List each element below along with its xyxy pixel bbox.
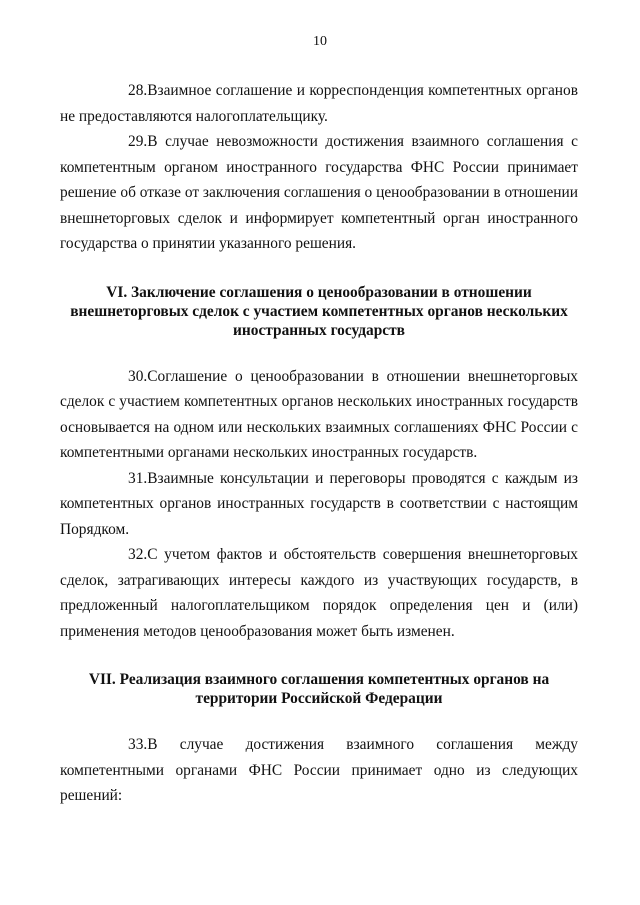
section-heading-vii xyxy=(60,670,578,708)
paragraph-text: В случае невозможности достижения взаимного соглашения с компетентным органом иностранного государства ФНС России принимает решение об отказе от заключения соглашения о ценообразовании в отношении внешнеторговых сделок и информирует компетентный орган иностранного государства о принятии указанного решения. xyxy=(60,133,578,252)
paragraph-number: 32. xyxy=(128,546,148,563)
paragraph-30 xyxy=(60,364,578,466)
heading-line: территории Российской Федерации xyxy=(195,690,443,707)
paragraph-number: 30. xyxy=(128,367,148,385)
heading-line: VII. Реализация взаимного соглашения компетентных органов на xyxy=(88,671,550,688)
paragraph-text: В случае достижения взаимного соглашения между компетентными органами ФНС России принимает одно из следующих решений: xyxy=(60,736,578,804)
section-heading-vi xyxy=(60,283,578,340)
paragraph-33 xyxy=(60,732,578,809)
paragraph-29 xyxy=(60,129,578,257)
paragraph-text: С учетом фактов и обстоятельств совершения внешнеторговых сделок, затрагивающих интересы каждого из участвующих государств, в предложенный налогоплательщиком порядок определения цен и (или) применения методов ценообразования может быть изменен. xyxy=(60,546,578,640)
heading-line: внешнеторговых сделок с участием компетентных органов нескольких xyxy=(70,302,568,320)
paragraph-number: 28. xyxy=(128,82,148,99)
page-number: 10 xyxy=(313,34,327,49)
paragraph-text: Взаимные консультации и переговоры проводятся с каждым из компетентных органов иностранных государств в соответствии с настоящим Порядком. xyxy=(60,469,578,538)
paragraph-number: 33. xyxy=(128,736,148,753)
paragraph-number: 31. xyxy=(128,469,148,487)
paragraph-number: 29. xyxy=(128,133,148,150)
paragraph-text: Соглашение о ценообразовании в отношении внешнеторговых сделок с участием компетентных органов нескольких иностранных государств основывается на одном или нескольких взаимных соглашениях ФНС России с компетентными органами нескольких иностранных государств. xyxy=(60,367,578,461)
paragraph-28 xyxy=(60,78,578,129)
paragraph-31 xyxy=(60,466,578,543)
heading-line: иностранных государств xyxy=(233,321,405,339)
paragraph-text: Взаимное соглашение и корреспонденция компетентных органов не предоставляются налогоплательщику. xyxy=(60,82,578,125)
paragraph-32 xyxy=(60,542,578,644)
document-body xyxy=(60,78,578,809)
heading-line: VI. Заключение соглашения о ценообразовании в отношении xyxy=(106,283,532,301)
